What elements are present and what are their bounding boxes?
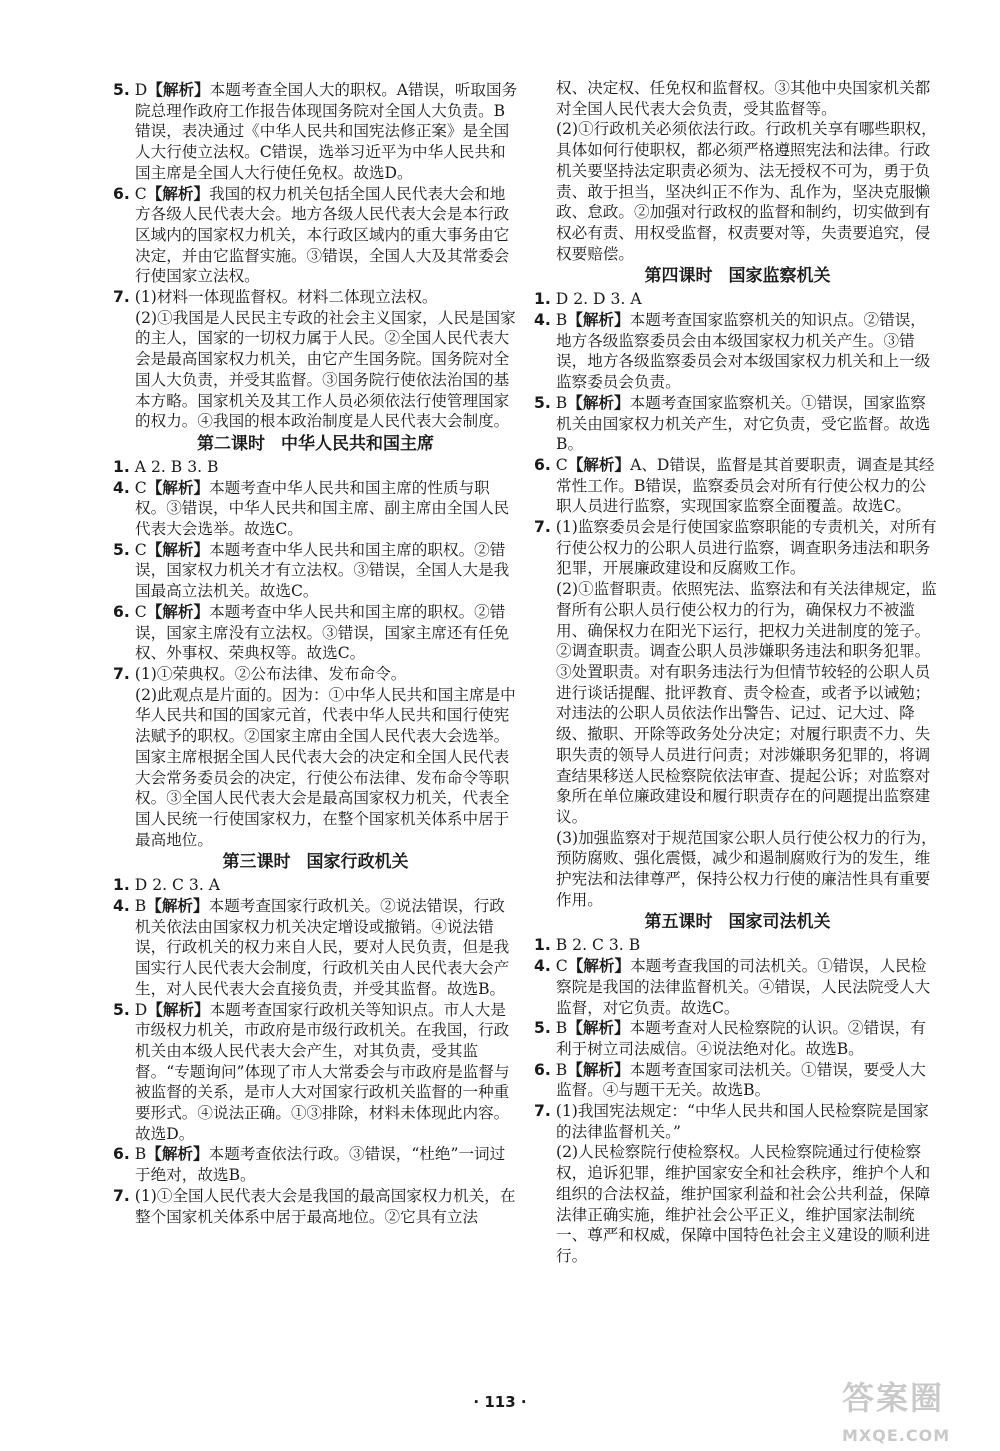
watermark-url: MXQE.COM — [842, 1426, 951, 1445]
answer-item — [113, 540, 518, 602]
question-number: 6. — [113, 602, 130, 621]
answer-item — [534, 1060, 941, 1101]
answer-text: D 2. C 3. A — [134, 876, 221, 895]
answer-item — [113, 664, 518, 685]
analysis-tag: 【解析】 — [567, 1059, 630, 1079]
answer-text: B 2. C 3. B — [555, 936, 641, 955]
lesson-heading — [534, 265, 941, 287]
lesson-title: 国家监察机关 — [728, 266, 831, 287]
analysis-tag: 【解析】 — [567, 1018, 630, 1038]
answer-item — [113, 287, 518, 308]
analysis-tag: 【解析】 — [567, 956, 631, 976]
lesson-heading — [113, 851, 518, 873]
lesson-number: 第二课时 — [197, 433, 265, 454]
answer-item — [534, 1101, 941, 1142]
answer-text: B【解析】本题考查国家监察机关。①错误，国家监察机关由国家权力机关产生，对它负责，受它监督。故选B。 — [555, 392, 931, 454]
answer-paragraph: (2)①我国是人民民主专政的社会主义国家，人民是国家的主人，国家的一切权力属于人民。②全国人民代表大会是最高国家权力机关，由它产生国务院。国务院对全国人大负责，并受其监督。③国务院行使依法治国的基本方略。国家机关及其工作人员必须依法行使管理国家的权力。④我国的根本政治制度是人民代表大会制度。 — [135, 308, 516, 431]
analysis-tag: 【解析】 — [146, 477, 210, 497]
question-number: 5. — [113, 81, 130, 99]
answer-paragraph: (2)①监督职责。依照宪法、监察法和有关法律规定，监督所有公职人员行使公权力的行为，确保权力不被滥用、确保权力在阳光下运行，把权力关进制度的笼子。②调查职责。调查公职人员涉嫌职务违法和职务犯罪。③处置职责。对有职务违法行为但情节较轻的公职人员进行谈话提醒、批评教育、责令检查，或者予以诫勉；对违法的公职人员依法作出警告、记过、记大过、降级、撤职、开除等政务处分决定；对履行职责不力、失职失责的领导人员进行问责；对涉嫌职务犯罪的，将调查结果移送人民检察院依法审查、提起公诉；对监察对象所在单位廉政建设和履行职责存在的问题提出监察建议。 — [556, 580, 937, 826]
answer-text: B【解析】本题考查国家监察机关的知识点。②错误，地方各级监察委员会由本级国家权力机关产生。③错误，地方各级监察委员会对本级国家权力机关和上一级监察委员会负责。 — [555, 310, 931, 392]
page-number: · 113 · — [473, 1393, 527, 1411]
right-column — [534, 78, 941, 1267]
answer-item — [113, 602, 518, 664]
answer-item — [534, 935, 941, 956]
lesson-heading — [534, 911, 941, 933]
answer-item — [534, 517, 941, 579]
question-number: 4. — [113, 897, 130, 916]
answer-text: (1)材料一体现监督权。材料二体现立法权。 — [134, 288, 438, 307]
lesson-title: 中华人民共和国主席 — [281, 433, 434, 454]
question-number: 1. — [534, 290, 551, 309]
lesson-number: 第三课时 — [222, 852, 291, 873]
answer-text: B【解析】本题考查国家行政机关。②说法错误，行政机关依法由国家权力机关决定增设或撤销。④说法错误，行政机关的权力来自人民，要对人民负责，但是我国实行人民代表大会制度，行政机关由人民代表大会产生，对人民代表大会直接负责，并受其监督。故选B。 — [134, 896, 510, 998]
answer-text: (1)①全国人民代表大会是我国的最高国家权力机关，在整个国家机关体系中居于最高地位。②它具有立法 — [134, 1186, 516, 1226]
analysis-tag: 【解析】 — [147, 80, 210, 99]
answer-item — [113, 184, 518, 288]
answer-item — [113, 875, 518, 896]
answer-text: B【解析】本题考查国家司法机关。①错误，要受人大监督。④与题干无关。故选B。 — [555, 1059, 926, 1100]
answer-text: B【解析】本题考查对人民检察院的认识。②错误，有利于树立司法威信。④说法绝对化。故选B。 — [555, 1018, 926, 1058]
answer-text: C【解析】本题考查中华人民共和国主席的职权。②错误，国家权力机关才有立法权。③错误，全国人大是我国最高立法机关。故选C。 — [134, 539, 510, 601]
answer-item — [113, 457, 518, 478]
question-number: 5. — [534, 1019, 551, 1038]
answer-item — [113, 478, 518, 540]
answer-text: C【解析】A、D错误，监督是其首要职责，调查是其经常性工作。B错误，监察委员会对所有行使公权力的公职人员进行监察，实现国家监察全面覆盖。故选C。 — [555, 454, 935, 516]
question-number: 4. — [113, 478, 130, 497]
answer-text: (1)①荣典权。②公布法律、发布命令。 — [134, 664, 407, 683]
answer-item — [113, 1144, 518, 1185]
question-number: 7. — [534, 518, 551, 537]
question-number: 6. — [534, 455, 551, 474]
question-number: 6. — [113, 1145, 130, 1164]
lesson-title: 国家行政机关 — [306, 852, 409, 873]
analysis-tag: 【解析】 — [146, 539, 210, 559]
answer-text: (1)我国宪法规定：“中华人民共和国人民检察院是国家的法律监督机关。” — [555, 1102, 929, 1141]
analysis-tag: 【解析】 — [567, 454, 631, 474]
answer-item — [113, 1186, 518, 1227]
analysis-tag: 【解析】 — [146, 183, 210, 203]
question-number: 7. — [534, 1102, 551, 1121]
question-number: 6. — [113, 184, 130, 203]
analysis-tag: 【解析】 — [147, 999, 210, 1019]
answer-text: D【解析】本题考查全国人大的职权。A错误，听取国务院总理作政府工作报告体现国务院对全国人大负责。B错误，表决通过《中华人民共和国宪法修正案》是全国人大行使立法权。C错误，选举习近平为中华人民共和国主席是全国人大行使任免权。故选D。 — [134, 80, 518, 182]
lesson-heading — [113, 433, 518, 455]
watermark-logo — [836, 1379, 986, 1445]
analysis-tag: 【解析】 — [567, 392, 630, 412]
question-number: 7. — [113, 1186, 130, 1205]
answer-text: C【解析】本题考查中华人民共和国主席的性质与职权。③错误，中华人民共和国主席、副主席由全国人民代表大会选举。故选C。 — [134, 477, 510, 539]
question-number: 5. — [113, 540, 130, 559]
question-number: 4. — [534, 957, 551, 976]
answer-text: A 2. B 3. B — [134, 457, 219, 476]
answer-paragraph: (3)加强监察对于规范国家公职人员行使公权力的行为，预防腐败、强化震慑，减少和遏制腐败行为的发生，维护宪法和法律尊严，保持公权力行使的廉洁性具有重要作用。 — [556, 828, 937, 909]
answer-item — [534, 310, 941, 393]
answer-paragraph: 权、决定权、任免权和监督权。③其他中央国家机关都对全国人民代表大会负责，受其监督等。 — [556, 79, 931, 118]
question-number: 7. — [113, 664, 130, 683]
question-number: 7. — [113, 288, 130, 307]
question-number: 1. — [534, 936, 551, 955]
answer-text: B【解析】本题考查依法行政。③错误，“杜绝”一词过于绝对，故选B。 — [134, 1144, 506, 1185]
answer-text: D【解析】本题考查国家行政机关等知识点。市人大是市级权力机关，市政府是市级行政机关。在我国，行政机关由本级人民代表大会产生，对其负责，受其监督。“专题询问”体现了市人大常委会与市政府是监督与被监督的关系，是市人大对国家行政机关监督的一种重要形式。④说法正确。①③排除，材料未体现此内容。故选D。 — [134, 999, 510, 1143]
lesson-title: 国家司法机关 — [728, 912, 831, 933]
answer-text: C【解析】本题考查中华人民共和国主席的职权。②错误，国家主席没有立法权。③错误，国家主席还有任免权、外事权、荣典权等。故选C。 — [134, 601, 510, 663]
question-number: 1. — [113, 876, 130, 895]
answer-item — [113, 80, 518, 184]
question-number: 1. — [113, 457, 130, 476]
answer-item — [534, 455, 941, 517]
answer-item — [113, 896, 518, 1000]
left-column — [113, 80, 518, 1227]
question-number: 6. — [534, 1060, 551, 1079]
lesson-number: 第四课时 — [644, 266, 713, 287]
answer-item — [534, 956, 941, 1018]
answer-paragraph: (2)①行政机关必须依法行政。行政机关享有哪些职权，具体如何行使职权，都必须严格遵照宪法和法律。行政机关要坚持法定职责必须为、法无授权不可为，勇于负责、敢于担当，坚决纠正不作为、乱作为，坚决克服懒政、怠政。②加强对行政权的监督和制约，切实做到有权必有责、用权受监督，权责要对等，失责要追究，侵权要赔偿。 — [556, 120, 937, 263]
question-number: 5. — [113, 1000, 130, 1019]
answer-text: D 2. D 3. A — [555, 290, 642, 309]
question-number: 4. — [534, 311, 551, 330]
lesson-number: 第五课时 — [644, 912, 713, 933]
analysis-tag: 【解析】 — [146, 601, 210, 621]
answer-item — [534, 1018, 941, 1059]
question-number: 5. — [534, 393, 551, 412]
analysis-tag: 【解析】 — [146, 1144, 209, 1164]
answer-text: (1)监察委员会是行使国家监察职能的专责机关，对所有行使公权力的公职人员进行监察，调查职务违法和职务犯罪，开展廉政建设和反腐败工作。 — [555, 518, 937, 578]
answer-text: C【解析】我国的权力机关包括全国人民代表大会和地方各级人民代表大会。地方各级人民代表大会是本行政区域内的国家权力机关，本行政区域内的重大事务由它决定，并由它监督实施。③错误，全国人大及其常委会行使国家立法权。 — [134, 183, 510, 286]
answer-item — [113, 1000, 518, 1145]
answer-paragraph: (2)此观点是片面的。因为：①中华人民共和国主席是中华人民共和国的国家元首，代表中华人民共和国行使宪法赋予的职权。②国家主席由全国人民代表大会选举。国家主席根据全国人民代表大会的决定和全国人民代表大会常务委员会的决定，行使公布法律、发布命令等职权。③全国人民代表大会是最高国家权力机关，代表全国人民统一行使国家权力，在整个国家机关体系中居于最高地位。 — [135, 685, 516, 849]
answer-item — [534, 393, 941, 455]
answer-item — [534, 289, 941, 310]
analysis-tag: 【解析】 — [567, 310, 630, 330]
watermark-text: 答案圈 — [842, 1379, 945, 1417]
answer-text: C【解析】本题考查我国的司法机关。①错误，人民检察院是我国的法律监督机关。④错误，人民法院受人大监督，对它负责。故选C。 — [555, 956, 931, 1017]
answer-paragraph: (2)人民检察院行使检察权。人民检察院通过行使检察权，追诉犯罪，维护国家安全和社会秩序，维护个人和组织的合法权益，维护国家利益和社会公共利益，保障法律正确实施，维护社会公平正义，维护国家法制统一、尊严和权威，保障中国特色社会主义建设的顺利进行。 — [556, 1143, 931, 1265]
analysis-tag: 【解析】 — [146, 896, 209, 916]
